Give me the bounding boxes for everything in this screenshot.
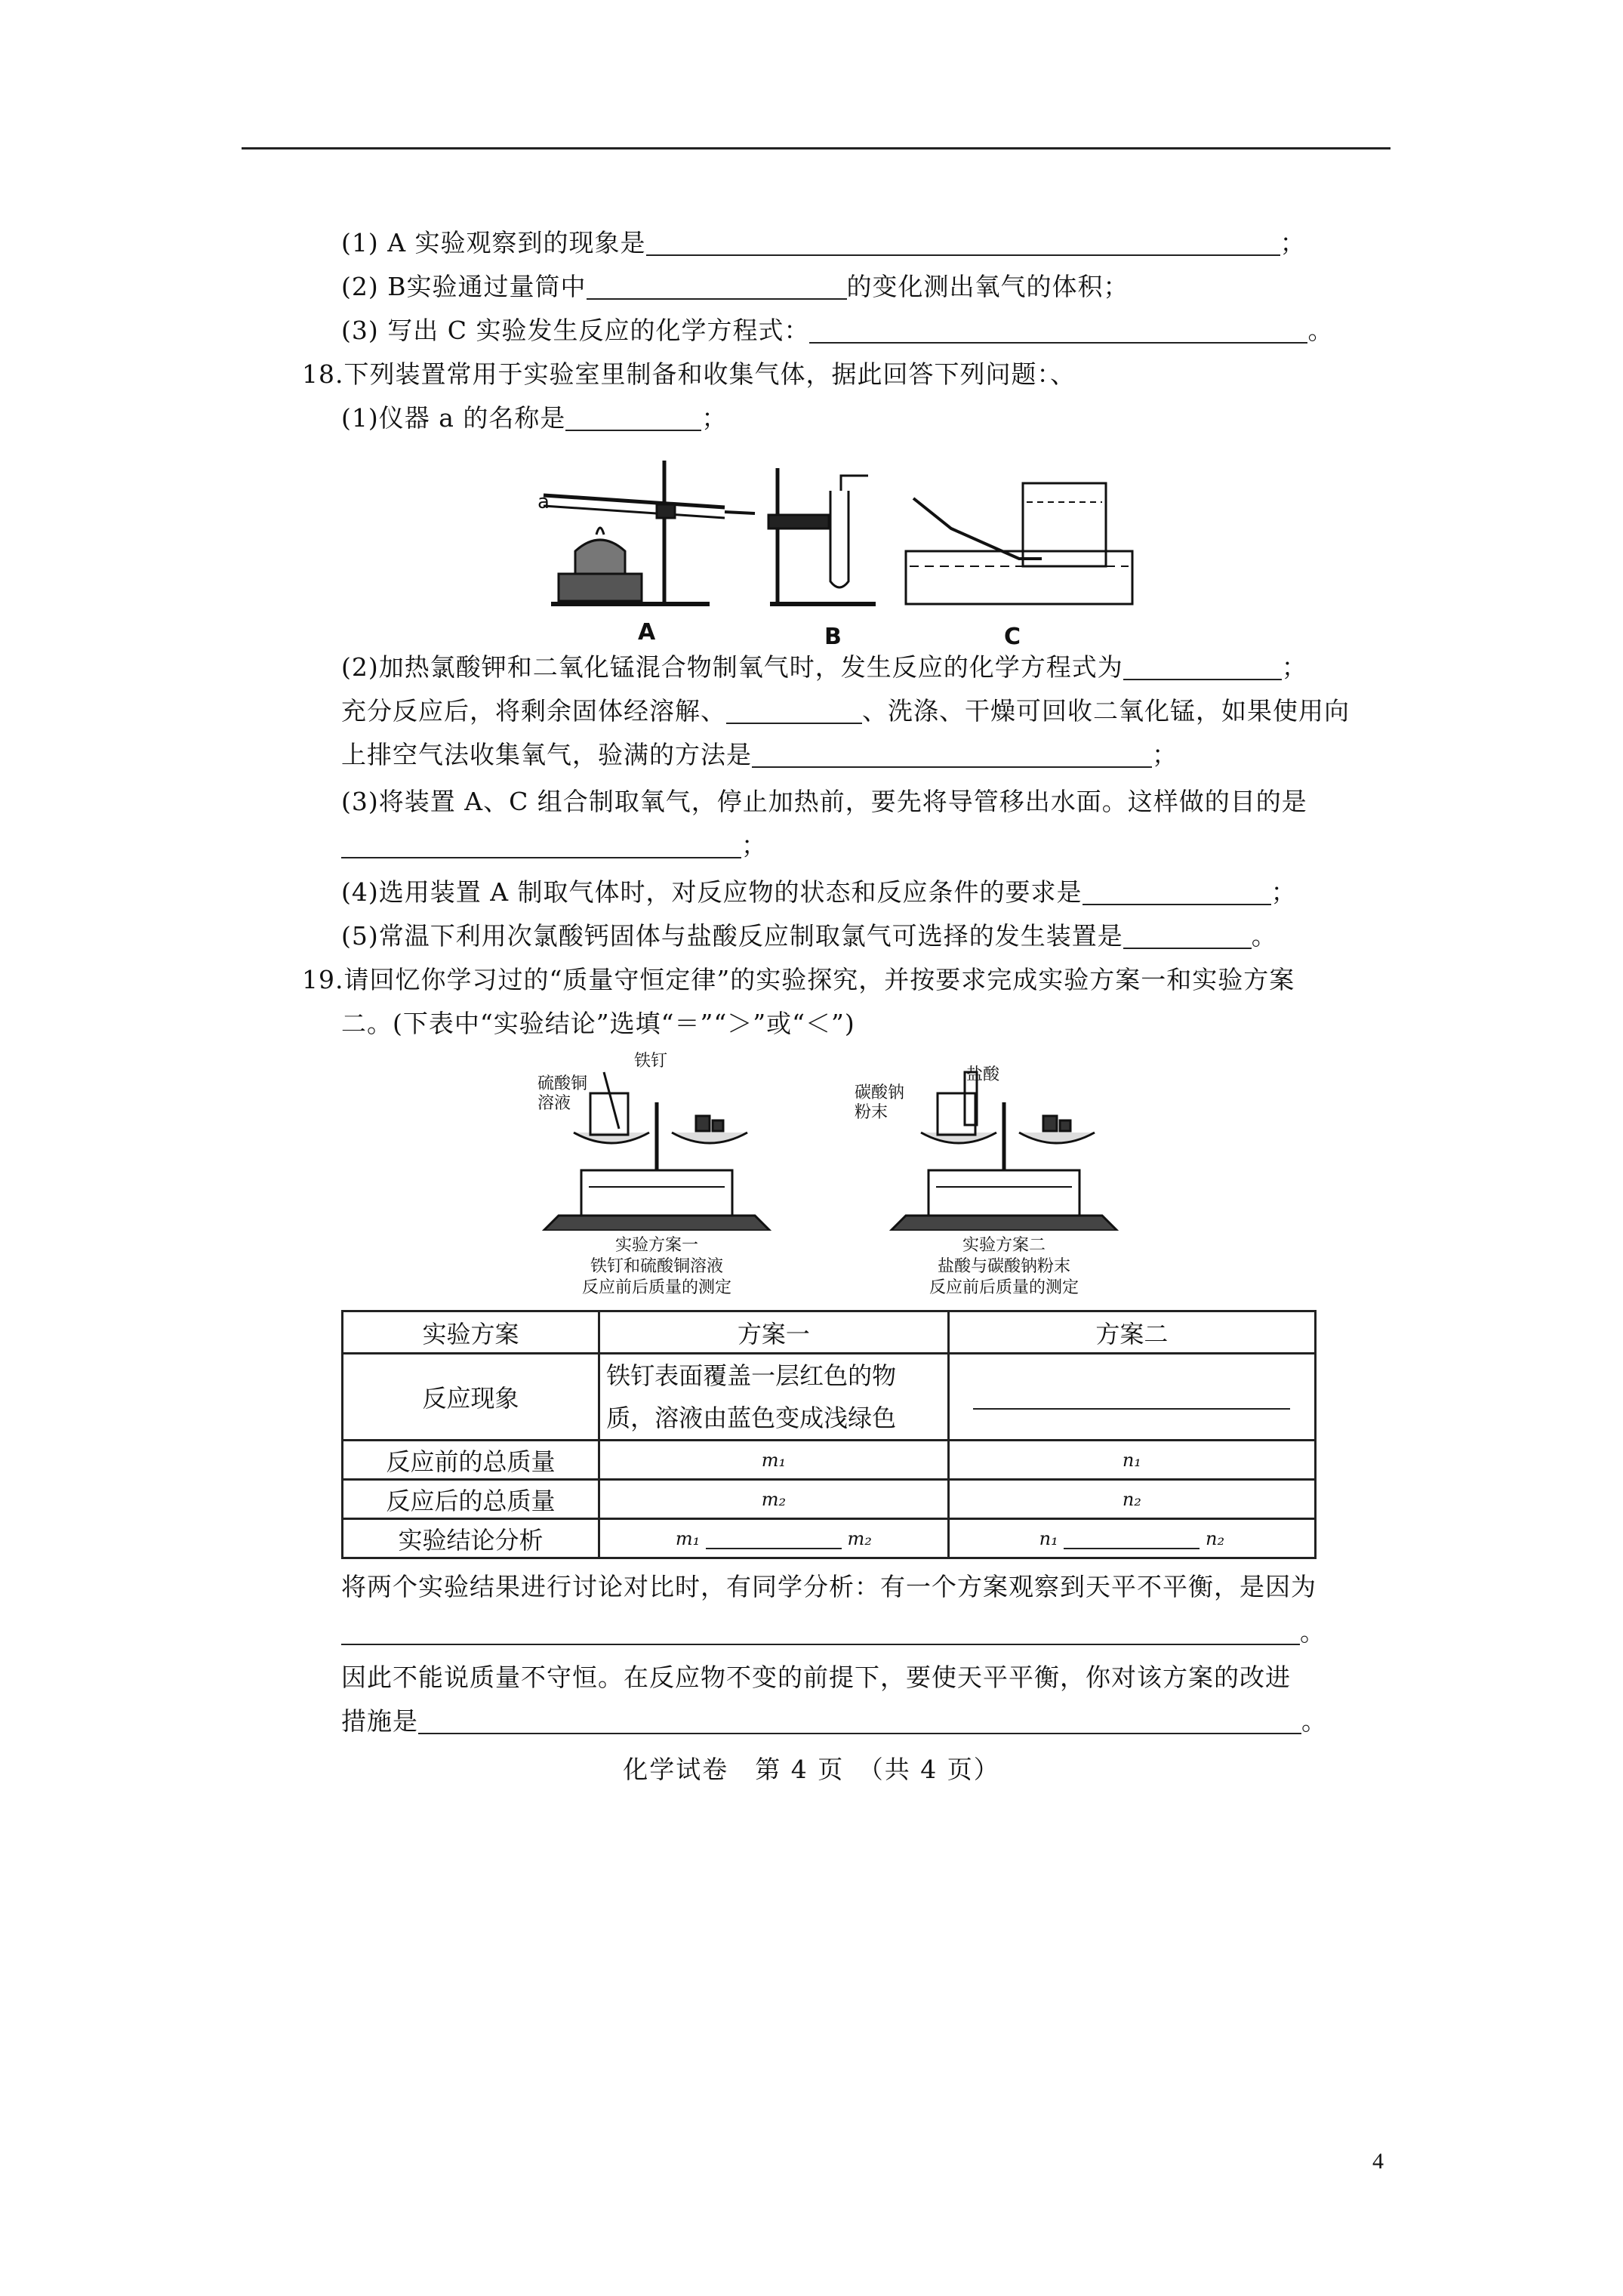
fig1-label-cuso4: 硫酸铜 — [537, 1074, 588, 1093]
table-row — [343, 1519, 1316, 1558]
table-header-cell: 方案一 — [599, 1311, 949, 1354]
answer-blank[interactable] — [809, 316, 1307, 344]
q18-part2-b: 充分反应后，将剩余固体经溶解、 、洗涤、干燥可回收二氧化锰，如果使用向 — [341, 696, 1350, 726]
answer-blank[interactable] — [565, 404, 701, 431]
answer-blank[interactable] — [752, 741, 1152, 768]
answer-blank[interactable] — [1123, 922, 1252, 949]
fig1-label-solution: 溶液 — [537, 1094, 571, 1113]
answer-blank[interactable] — [1064, 1531, 1200, 1549]
answer-blank[interactable] — [973, 1382, 1290, 1410]
q17-part1: (1) A 实验观察到的现象是 ； — [341, 228, 1306, 257]
balance-figure-2 — [876, 1057, 1132, 1231]
test-tube-b — [830, 491, 848, 587]
mass-cell: m₁ — [599, 1441, 949, 1480]
q19-discussion-answer: 。 — [341, 1616, 1326, 1649]
burner-block — [559, 574, 642, 601]
row-label: 反应后的总质量 — [343, 1480, 599, 1519]
table-header-row — [343, 1311, 1316, 1354]
fig1-label-nail: 铁钉 — [634, 1052, 668, 1071]
conclusion-cell: n₁ n₂ — [948, 1519, 1315, 1558]
header-rule — [242, 147, 1390, 149]
q19-discussion-line2: 因此不能说质量不守恒。在反应物不变的前提下，要使天平平衡，你对该方案的改进 — [341, 1663, 1291, 1692]
row-label: 反应前的总质量 — [343, 1441, 599, 1480]
q19-improvement: 措施是 。 — [341, 1706, 1327, 1736]
q18-stem: 18.下列装置常用于实验室里制备和收集气体，据此回答下列问题：、 — [302, 359, 1076, 389]
label-apparatus-B: B — [824, 624, 842, 650]
fig2-label-na2co3: 碳酸钠 — [855, 1083, 905, 1102]
answer-blank[interactable] — [418, 1707, 1301, 1734]
answer-blank[interactable] — [341, 831, 741, 858]
observation-answer-cell[interactable] — [948, 1354, 1315, 1441]
label-instrument-a: a — [537, 491, 550, 513]
row-label: 实验结论分析 — [343, 1519, 599, 1558]
gas-apparatus-figure — [528, 445, 1163, 649]
q18-part1: (1)仪器 a 的名称是 ； — [341, 403, 728, 433]
experiment-table — [341, 1310, 1317, 1559]
q18-part5: (5)常温下利用次氯酸钙固体与盐酸反应制取氯气可选择的发生装置是 。 — [341, 921, 1277, 951]
answer-blank[interactable] — [1123, 653, 1282, 680]
test-tube — [544, 495, 725, 507]
collecting-bottle — [1023, 483, 1106, 566]
table-header-cell: 实验方案 — [343, 1311, 599, 1354]
answer-blank[interactable] — [706, 1531, 842, 1549]
label-apparatus-A: A — [638, 619, 656, 646]
answer-blank[interactable] — [726, 697, 862, 724]
q19-stem-line1: 19.请回忆你学习过的“质量守恒定律”的实验探究，并按要求完成实验方案一和实验方案 — [302, 965, 1295, 994]
table-row — [343, 1441, 1316, 1480]
q17-part2: (2) B实验通过量筒中 的变化测出氧气的体积； — [341, 272, 1129, 301]
q19-discussion-line1: 将两个实验结果进行讨论对比时，有同学分析：有一个方案观察到天平不平衡，是因为 — [341, 1572, 1317, 1601]
page-footer: 化学试卷 第 4 页 （共 4 页） — [623, 1755, 1000, 1784]
q19-stem-line2: 二。(下表中“实验结论”选填“＝”“＞”或“＜”) — [341, 1009, 855, 1038]
fig1-caption: 实验方案一 铁钉和硫酸铜溶液 反应前后质量的测定 — [581, 1236, 731, 1297]
answer-blank[interactable] — [646, 229, 1280, 256]
table-row — [343, 1354, 1316, 1441]
q18-part3: (3)将装置 A、C 组合制取氧气，停止加热前，要先将导管移出水面。这样做的目的是 — [341, 787, 1307, 816]
fig2-caption: 实验方案二 盐酸与碳酸钠粉末 反应前后质量的测定 — [929, 1236, 1079, 1297]
table-header-cell: 方案二 — [948, 1311, 1315, 1354]
page-number: 4 — [1372, 2149, 1384, 2174]
fig2-label-hcl: 盐酸 — [966, 1065, 1000, 1084]
q17-part3: (3) 写出 C 实验发生反应的化学方程式： 。 — [341, 316, 1334, 345]
q18-part4: (4)选用装置 A 制取气体时，对反应物的状态和反应条件的要求是 ； — [341, 877, 1297, 907]
flame — [596, 528, 604, 535]
row-label: 反应现象 — [343, 1354, 599, 1441]
label-apparatus-C: C — [1004, 624, 1021, 650]
answer-blank[interactable] — [587, 273, 847, 300]
q18-part2-a: (2)加热氯酸钾和二氧化锰混合物制氧气时，发生反应的化学方程式为 ； — [341, 652, 1307, 682]
q18-part2-c: 上排空气法收集氧气，验满的方法是 ； — [341, 740, 1178, 769]
table-row — [343, 1480, 1316, 1519]
q18-part3-answer: ； — [341, 829, 767, 862]
fig2-label-powder: 粉末 — [855, 1103, 888, 1122]
mass-cell: n₂ — [948, 1480, 1315, 1519]
conclusion-cell: m₁ m₂ — [599, 1519, 949, 1558]
alcohol-lamp — [575, 540, 625, 574]
mass-cell: n₁ — [948, 1441, 1315, 1480]
answer-blank[interactable] — [1083, 878, 1271, 905]
observation-cell: 铁钉表面覆盖一层红色的物 质，溶液由蓝色变成浅绿色 — [599, 1354, 949, 1441]
mass-cell: m₂ — [599, 1480, 949, 1519]
answer-blank[interactable] — [341, 1618, 1300, 1645]
